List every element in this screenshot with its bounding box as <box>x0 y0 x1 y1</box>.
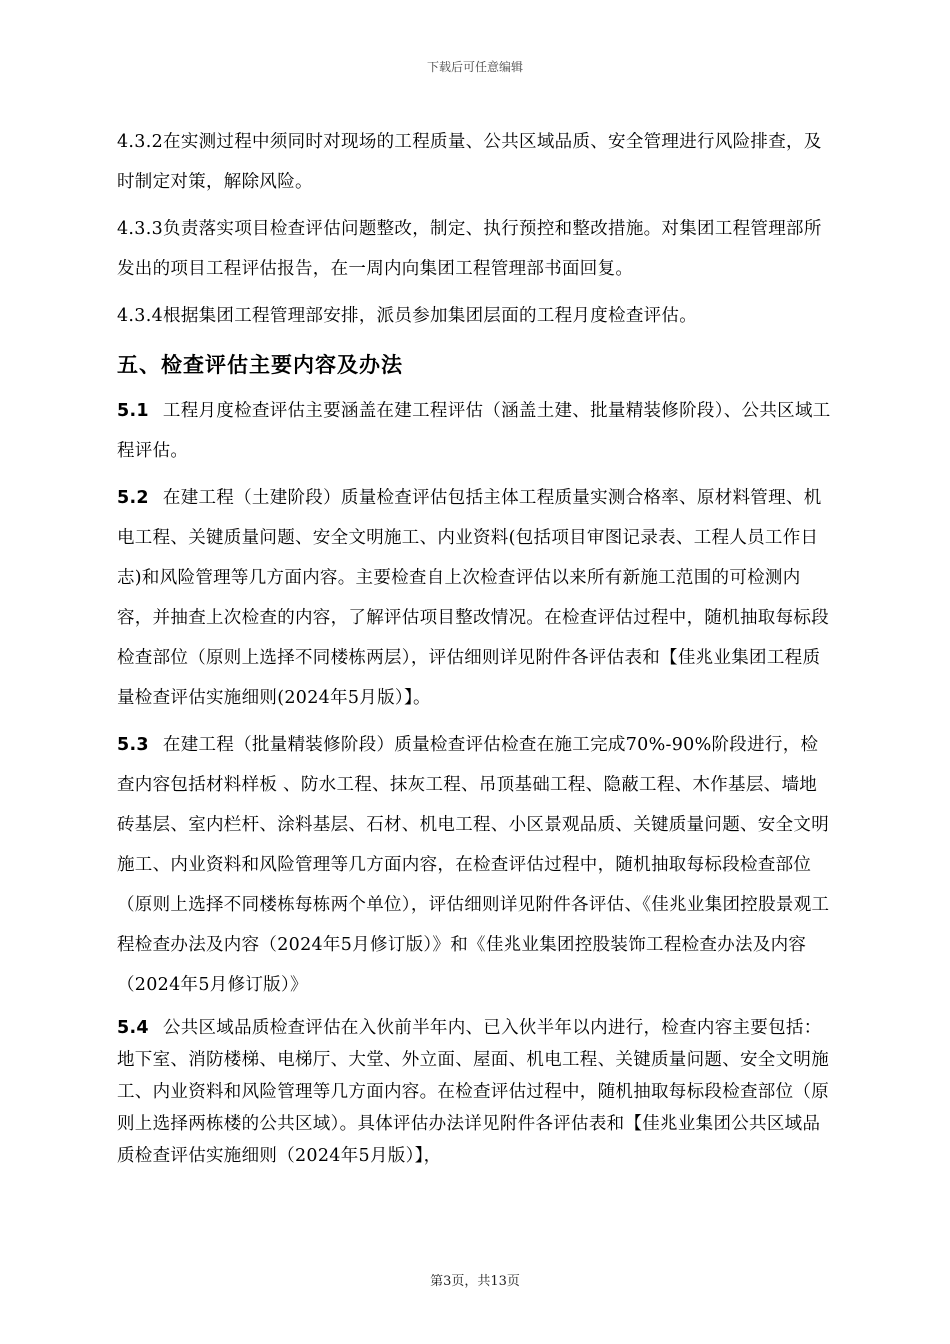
paragraph-4-3-4 <box>117 296 832 336</box>
section-number: 4.3.2 <box>117 132 164 152</box>
section-number: 4.3.3 <box>117 219 164 239</box>
paragraph-4-3-3 <box>117 209 832 289</box>
section-number: 4.3.4 <box>117 306 164 326</box>
paragraph-text: 在实测过程中须同时对现场的工程质量、公共区域品质、安全管理进行风险排查，及时制定对策，解除风险。 <box>117 132 822 192</box>
page-header: 下载后可任意编辑 <box>426 60 523 74</box>
section-number: 5.3 <box>117 735 149 755</box>
paragraph-text: 负责落实项目检查评估问题整改，制定、执行预控和整改措施。对集团工程管理部所发出的项目工程评估报告，在一周内向集团工程管理部书面回复。 <box>117 219 822 279</box>
paragraph-5-1 <box>117 391 832 471</box>
paragraph-text: 根据集团工程管理部安排，派员参加集团层面的工程月度检查评估。 <box>163 306 698 326</box>
paragraph-text: 在建工程（批量精装修阶段）质量检查评估检查在施工完成70%-90%阶段进行，检查内容包括材料样板 、防水工程、抹灰工程、吊顶基础工程、隐蔽工程、木作基层、墙地砖基层、室内栏杆、涂料基层、石材、机电工程、小区景观品质、关键质量问题、安全文明施工、内业资料和风险管理等几方面内容，在检查评估过程中，随机抽取每标段检查部位（原则上选择不同楼栋每栋两个单位），评估细则详见附件各评估、《佳兆业集团控股景观工程检查办法及内容（2024年5月修订版）》和《佳兆业集团控股装饰工程检查办法及内容（2024年5月修订版）》 <box>117 735 830 995</box>
section-heading: 五、检查评估主要内容及办法 <box>117 353 403 377</box>
paragraph-5-3 <box>117 725 832 1005</box>
paragraph-5-2 <box>117 478 832 718</box>
paragraph-text: 在建工程（土建阶段）质量检查评估包括主体工程质量实测合格率、原材料管理、机电工程、关键质量问题、安全文明施工、内业资料(包括项目审图记录表、工程人员工作日志)和风险管理等几方面内容。主要检查自上次检查评估以来所有新施工范围的可检测内容，并抽查上次检查的内容，了解评估项目整改情况。在检查评估过程中，随机抽取每标段检查部位（原则上选择不同楼栋两层），评估细则详见附件各评估表和【佳兆业集团工程质量检查评估实施细则(2024年5月版）】。 <box>117 488 829 708</box>
paragraph-text: 公共区域品质检查评估在入伙前半年内、已入伙半年以内进行，检查内容主要包括：地下室、消防楼梯、电梯厅、大堂、外立面、屋面、机电工程、关键质量问题、安全文明施工、内业资料和风险管理等几方面内容。在检查评估过程中，随机抽取每标段检查部位（原则上选择两栋楼的公共区域）。具体评估办法详见附件各评估表和【佳兆业集团公共区域品质检查评估实施细则（2024年5月版）】， <box>117 1018 829 1166</box>
paragraph-text: 工程月度检查评估主要涵盖在建工程评估（涵盖土建、批量精装修阶段）、公共区域工程评估。 <box>117 401 831 461</box>
page-footer: 第3页，共13页 <box>430 1274 520 1289</box>
section-number: 5.4 <box>117 1018 149 1038</box>
paragraph-5-4 <box>117 1012 832 1172</box>
section-number: 5.1 <box>117 401 149 421</box>
document-body <box>117 122 832 1179</box>
paragraph-4-3-2 <box>117 122 832 202</box>
section-number: 5.2 <box>117 488 149 508</box>
